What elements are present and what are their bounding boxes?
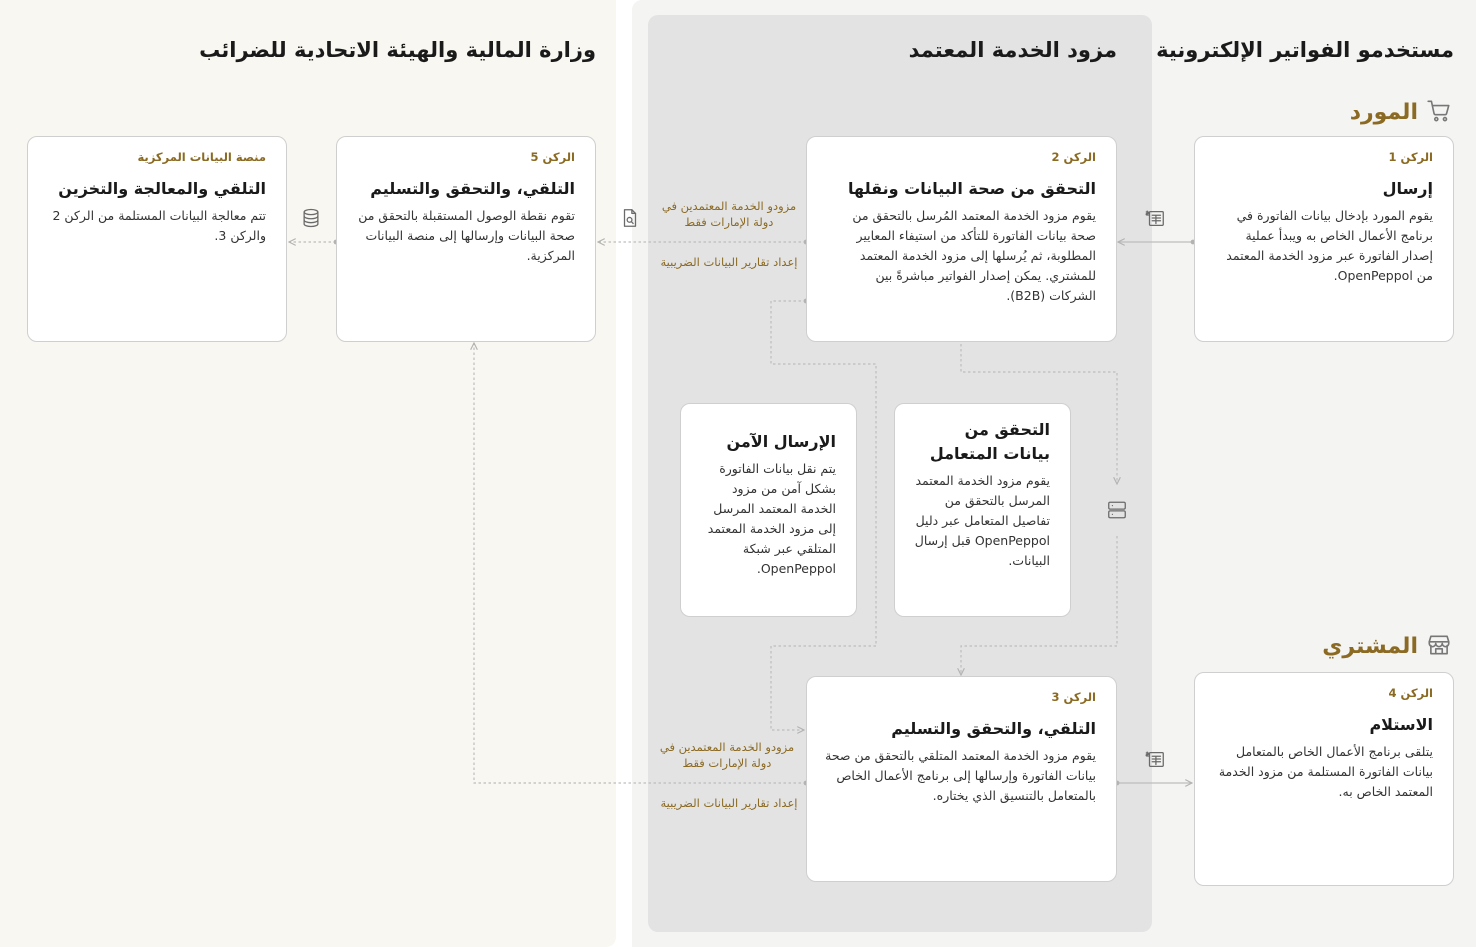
card-kicker: منصة البيانات المركزية (137, 150, 266, 164)
card-body: يتلقى برنامج الأعمال الخاص بالمتعامل بيانات الفاتورة المستلمة من مزود الخدمة المعتمد الخاص به. (1218, 744, 1433, 799)
storefront-icon (1426, 632, 1452, 662)
card-title: التلقي والمعالجة والتخزين (58, 179, 266, 198)
document-search-icon (619, 207, 641, 229)
card-corner-1 (1194, 136, 1454, 342)
database-icon (300, 207, 322, 229)
card-body: يقوم المورد بإدخال بيانات الفاتورة في برنامج الأعمال الخاص به ويبدأ عملية إصدار الفاتورة عبر مزود الخدمة المعتمد من OpenPeppol. (1226, 208, 1433, 283)
server-icon (1106, 499, 1128, 521)
role-label-buyer: المشتري (1322, 634, 1418, 659)
card-kicker: الركن 5 (530, 150, 575, 164)
card-title: الاستلام (1369, 715, 1433, 734)
card-corner-3 (806, 676, 1117, 882)
card-title: الإرسال الآمن (726, 432, 836, 451)
card-title: التلقي، والتحقق والتسليم (370, 179, 575, 198)
note-uae-top: مزودو الخدمة المعتمدين في دولة الإمارات فقط (661, 199, 797, 229)
role-buyer (1322, 632, 1452, 662)
card-title: إرسال (1382, 179, 1433, 198)
role-label-supplier: المورد (1349, 100, 1418, 125)
invoice-money-icon (1144, 207, 1166, 229)
card-kicker: الركن 3 (1051, 690, 1096, 704)
card-body: يقوم مزود الخدمة المعتمد المُرسل بالتحقق من صحة بيانات الفاتورة للتأكد من استيفاء المعايير المطلوبة، ثم يُرسلها إلى مزود الخدمة المعتمد للمشتري. يمكن إصدار الفواتير مباشرةً بين الشركات (B2B). (852, 208, 1096, 303)
shopping-cart-icon (1426, 98, 1452, 128)
card-corner-2 (806, 136, 1117, 342)
invoice-money-icon (1144, 748, 1166, 770)
card-title: التحقق من صحة البيانات ونقلها (848, 179, 1096, 198)
card-kicker: الركن 2 (1051, 150, 1096, 164)
column-title-provider: مزود الخدمة المعتمد (908, 38, 1117, 62)
card-kicker: الركن 1 (1388, 150, 1433, 164)
card-verify-customer (894, 403, 1071, 617)
card-title: التلقي، والتحقق والتسليم (891, 719, 1096, 738)
card-body: تتم معالجة البيانات المستلمة من الركن 2 والركن 3. (52, 208, 266, 243)
card-central-platform (27, 136, 287, 342)
role-supplier (1350, 98, 1452, 128)
card-title: التحقق من بيانات المتعامل (929, 420, 1050, 463)
card-body: تقوم نقطة الوصول المستقبلة بالتحقق من صحة البيانات وإرسالها إلى منصة البيانات المركزية. (358, 208, 575, 263)
card-secure-send (680, 403, 857, 617)
card-body: يقوم مزود الخدمة المعتمد المرسل بالتحقق من تفاصيل المتعامل عبر دليل OpenPeppol قبل إرسال البيانات. (914, 473, 1050, 568)
note-uae-bottom: مزودو الخدمة المعتمدين في دولة الإمارات فقط (659, 740, 795, 770)
column-title-ministry: وزارة المالية والهيئة الاتحادية للضرائب (199, 38, 596, 62)
card-body: يقوم مزود الخدمة المعتمد المتلقي بالتحقق من صحة بيانات الفاتورة وإرسالها إلى برنامج الأعمال الخاص بالمتعامل بالتنسيق الذي يختاره. (825, 748, 1096, 803)
column-title-users: مستخدمو الفواتير الإلكترونية (1156, 38, 1454, 62)
card-body: يتم نقل بيانات الفاتورة بشكل آمن من مزود الخدمة المعتمد المرسل إلى مزود الخدمة المعتمد المتلقي عبر شبكة OpenPeppol. (707, 461, 836, 576)
note-tax-top: إعداد تقارير البيانات الضريبية (660, 255, 798, 269)
card-kicker: الركن 4 (1388, 686, 1433, 700)
card-corner-5 (336, 136, 596, 342)
note-tax-bottom: إعداد تقارير البيانات الضريبية (660, 796, 798, 810)
card-corner-4 (1194, 672, 1454, 886)
